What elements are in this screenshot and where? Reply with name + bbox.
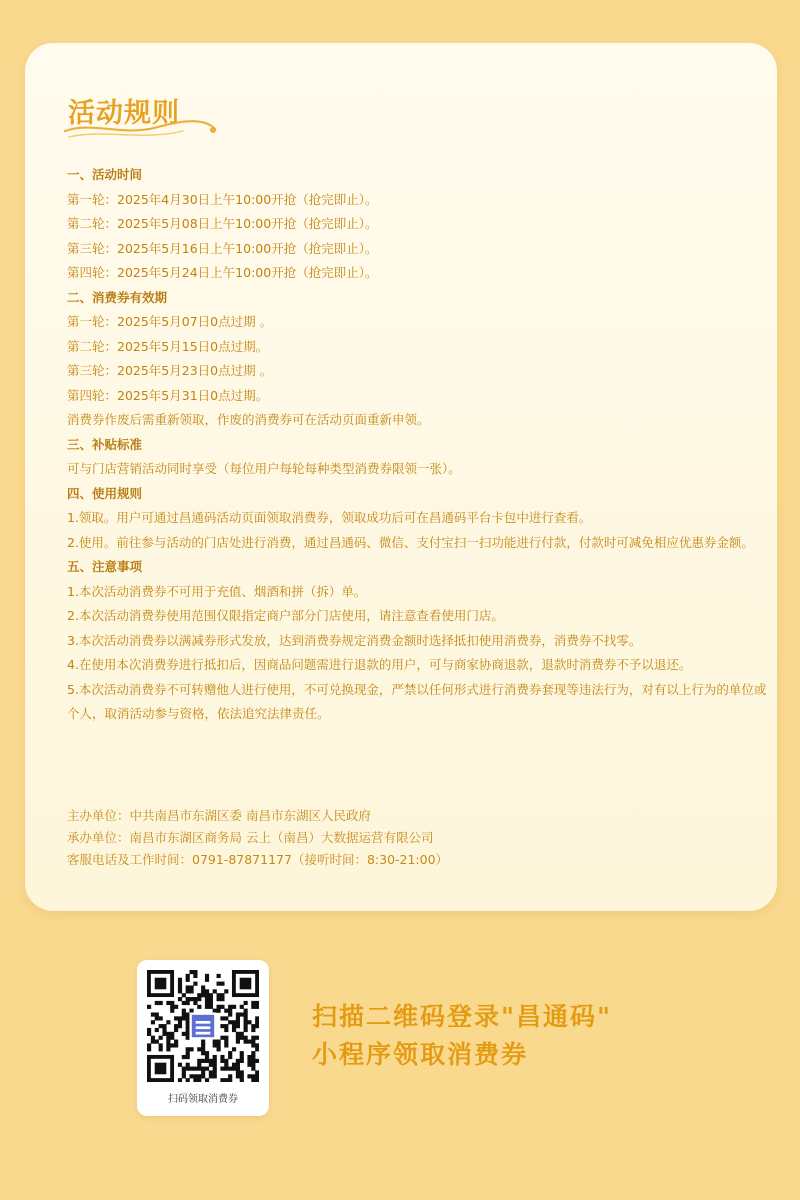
service-text: 客服电话及工作时间：0791-87871177（接听时间：8:30-21:00） xyxy=(67,852,449,867)
list-item: 1.领取。用户可通过昌通码活动页面领取消费券，领取成功后可在昌通码平台卡包中进行查看。 xyxy=(67,510,592,525)
undertaker-text: 承办单位：南昌市东湖区商务局 云上（南昌）大数据运营有限公司 xyxy=(67,830,434,845)
list-item: 第三轮：2025年5月23日0点过期 。 xyxy=(67,363,273,378)
rules-card xyxy=(25,43,777,911)
qr-code-icon[interactable] xyxy=(147,970,259,1082)
list-item: 第一轮：2025年4月30日上午10:00开抢（抢完即止）。 xyxy=(67,191,378,207)
list-item: 消费券作废后需重新领取，作废的消费券可在活动页面重新申领。 xyxy=(67,412,430,427)
organizer-text: 主办单位：中共南昌市东湖区委 南昌市东湖区人民政府 xyxy=(67,808,371,823)
list-item: 第四轮：2025年5月31日0点过期。 xyxy=(67,387,269,403)
cta-line-1: 扫描二维码登录"昌通码" xyxy=(312,1002,613,1031)
list-item: 1.本次活动消费券不可用于充值、烟酒和拼（拆）单。 xyxy=(67,583,367,599)
title-underline-icon xyxy=(63,117,223,147)
list-item: 第一轮：2025年5月07日0点过期 。 xyxy=(67,314,273,329)
page-title: 活动规则 xyxy=(68,98,180,129)
list-item: 可与门店营销活动同时享受（每位用户每轮每种类型消费券限领一张）。 xyxy=(67,461,461,476)
section-heading-usage: 四、使用规则 xyxy=(67,485,143,501)
section-heading-time: 一、活动时间 xyxy=(67,167,143,182)
cta-text xyxy=(312,998,612,1074)
list-item: 第二轮：2025年5月08日上午10:00开抢（抢完即止）。 xyxy=(67,216,378,231)
cta-line-2: 小程序领取消费券 xyxy=(312,1040,529,1069)
list-item: 第四轮：2025年5月24日上午10:00开抢（抢完即止）。 xyxy=(67,265,378,280)
list-item: 5.本次活动消费券不可转赠他人进行使用，不可兑换现金，严禁以任何形式进行消费券套现等违法行为，对有以上行为的单位或个人，取消活动参与资格，依法追究法律责任。 xyxy=(67,681,767,721)
section-heading-subsidy: 三、补贴标准 xyxy=(67,436,143,452)
qr-card[interactable] xyxy=(137,960,269,1116)
list-item: 4.在使用本次消费券进行抵扣后，因商品问题需进行退款的用户，可与商家协商退款，退款时消费券不予以退还。 xyxy=(67,657,692,672)
footer-info xyxy=(67,805,767,871)
rules-list xyxy=(67,163,767,727)
section-heading-validity: 二、消费券有效期 xyxy=(67,289,168,305)
section-heading-notes: 五、注意事项 xyxy=(67,559,143,574)
list-item: 2.使用。前往参与活动的门店处进行消费，通过昌通码、微信、支付宝扫一扫功能进行付款，付款时可减免相应优惠券金额。 xyxy=(67,534,754,550)
title-block xyxy=(63,91,223,151)
list-item: 2.本次活动消费券使用范围仅限指定商户部分门店使用，请注意查看使用门店。 xyxy=(67,608,504,623)
qr-caption: 扫码领取消费券 xyxy=(168,1094,238,1105)
list-item: 3.本次活动消费券以满减券形式发放，达到消费券规定消费金额时选择抵扣使用消费券，消费券不找零。 xyxy=(67,632,642,648)
list-item: 第二轮：2025年5月15日0点过期。 xyxy=(67,338,269,354)
list-item: 第三轮：2025年5月16日上午10:00开抢（抢完即止）。 xyxy=(67,240,378,256)
